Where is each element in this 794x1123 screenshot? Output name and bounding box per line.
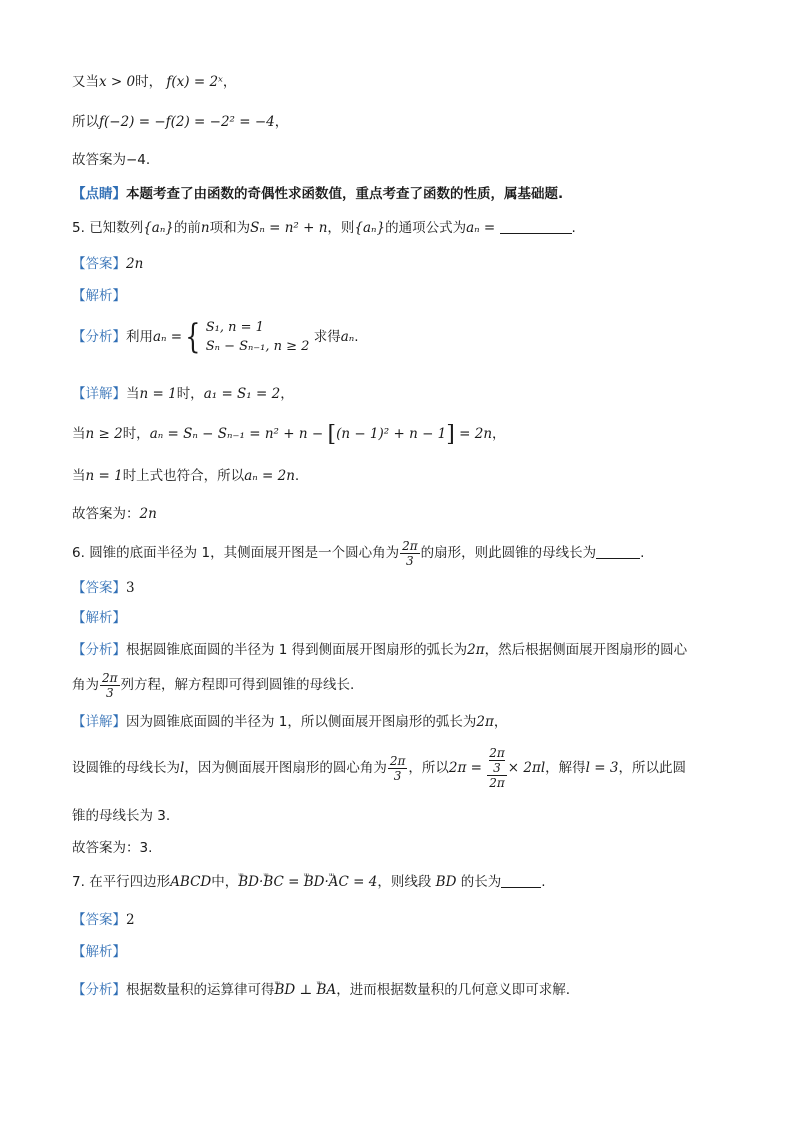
math: n = 1 — [139, 386, 177, 402]
answer-line — [72, 910, 135, 930]
text-line — [72, 150, 150, 170]
numerator — [487, 746, 507, 776]
detail-line — [72, 424, 506, 445]
analysis-line — [72, 640, 687, 660]
text: 因为圆锥底面圆的半径为 1，所以侧面展开图扇形的弧长为 — [126, 714, 477, 730]
text: ， — [280, 386, 294, 402]
text: 当 — [126, 386, 140, 402]
text: 角为 — [72, 677, 99, 693]
text: 时， — [176, 386, 204, 402]
brace: { — [185, 317, 201, 357]
math: 2π — [467, 642, 485, 658]
math: ⊥ — [299, 982, 313, 998]
text-line — [72, 72, 236, 92]
math: 2π = — [448, 760, 482, 776]
analysis-line — [72, 668, 354, 702]
tag-label: 【解析】 — [72, 288, 126, 304]
text: ，因为侧面展开图扇形的圆心角为 — [184, 760, 387, 776]
tag-label: 【解析】 — [72, 944, 126, 960]
math: × 2πl — [507, 760, 546, 776]
text: 利用 — [126, 329, 153, 345]
text: ，则线段 — [377, 874, 432, 890]
text: 当 — [72, 468, 86, 484]
vector: ᵤᵤ AC — [329, 872, 349, 892]
text: 的长为 — [460, 874, 502, 890]
analysis-line — [72, 980, 570, 1000]
fraction — [400, 539, 420, 568]
analysis-heading — [72, 608, 126, 628]
text: ，解得 — [545, 760, 586, 776]
tag-label: 【答案】 — [72, 912, 126, 928]
answer-blank — [501, 873, 541, 888]
detail-line — [72, 838, 152, 858]
answer-value: 3 — [126, 580, 135, 596]
math: (n − 1)² + n − 1 — [336, 426, 447, 442]
math: aₙ = — [466, 220, 496, 236]
tag-label: 【分析】 — [72, 982, 126, 998]
numerator: 2π — [102, 670, 118, 685]
case-1: S₁, n = 1 — [205, 320, 264, 335]
text: ，所以 — [408, 760, 449, 776]
text: . — [541, 874, 546, 890]
detail-line — [72, 504, 157, 524]
text: 的扇形，则此圆锥的母线长为 — [420, 545, 597, 561]
question-number: 7. — [72, 874, 85, 890]
math: = 4 — [353, 874, 378, 890]
question-7 — [72, 872, 546, 892]
text: 当 — [72, 426, 86, 442]
fraction — [100, 671, 120, 700]
text: 的前 — [173, 220, 201, 236]
vector: ᵤᵤ BC — [263, 872, 284, 892]
math: {aₙ} — [354, 220, 386, 236]
math: = — [288, 874, 300, 890]
text: . — [571, 220, 576, 236]
vector: ᵤᵤ BA — [317, 980, 337, 1000]
math: aₙ — [340, 329, 355, 345]
tag-label: 【答案】 — [72, 256, 126, 272]
text: 求得 — [313, 329, 341, 345]
math: aₙ = — [153, 329, 183, 345]
numerator: 2π — [402, 538, 418, 553]
answer-line — [72, 254, 143, 274]
text: 时上式也符合，所以 — [122, 468, 245, 484]
math: = 2n — [459, 426, 493, 442]
text-line — [72, 112, 288, 132]
compound-fraction — [487, 746, 507, 790]
math: l = 3 — [585, 760, 619, 776]
text: 锥的母线长为 3. — [72, 808, 171, 824]
text-line — [72, 184, 563, 204]
math: {aₙ} — [143, 220, 174, 236]
text: 设圆锥的母线长为 — [72, 760, 180, 776]
answer-blank — [596, 544, 640, 559]
math: · — [324, 874, 329, 890]
text: 已知数列 — [89, 220, 144, 236]
text: 所以 — [72, 114, 99, 130]
text: 项和为 — [209, 220, 251, 236]
denominator: 2π — [489, 776, 505, 790]
math: 2π — [476, 714, 494, 730]
text: 中， — [211, 874, 239, 890]
tag-label: 【分析】 — [72, 642, 126, 658]
text: 根据数量积的运算律可得 — [126, 982, 275, 998]
answer-value: 2 — [126, 912, 135, 928]
math: n — [200, 220, 210, 236]
text: 又当 — [72, 74, 99, 90]
math: Sₙ = n² + n — [250, 220, 328, 236]
text: ，则 — [327, 220, 355, 236]
text: 列方程，解方程即可得到圆锥的母线长. — [120, 677, 355, 693]
math: aₙ = 2n — [244, 468, 295, 484]
question-number: 6. — [72, 545, 85, 561]
text: 时， — [135, 74, 163, 90]
math: f(−2) = −f(2) = −2² = −4 — [99, 114, 275, 130]
math: l — [180, 760, 185, 776]
cases — [206, 318, 310, 356]
text: ，进而根据数量积的几何意义即可求解. — [336, 982, 571, 998]
tag-label: 【解析】 — [72, 610, 126, 626]
text: 本题考查了由函数的奇偶性求函数值，重点考查了函数的性质，属基础题. — [126, 186, 564, 202]
detail-line — [72, 712, 507, 732]
text: ，所以此圆 — [618, 760, 686, 776]
text: . — [354, 329, 359, 345]
answer-value: 2n — [139, 506, 157, 522]
detail-line — [72, 384, 294, 404]
numerator: 2π — [389, 753, 406, 768]
question-5 — [72, 218, 576, 238]
vector: ᵤᵤ BD — [304, 872, 325, 892]
text: ， — [274, 114, 289, 130]
bracket: ] — [446, 422, 455, 447]
question-number: 5. — [72, 220, 85, 236]
math: n ≥ 2 — [85, 426, 123, 442]
detail-line — [72, 466, 299, 486]
analysis-heading — [72, 286, 126, 306]
case-2: Sₙ − Sₙ₋₁, n ≥ 2 — [205, 339, 310, 354]
text: 故答案为： — [72, 506, 140, 522]
inner-denominator: 3 — [493, 761, 501, 775]
math: · — [259, 874, 264, 890]
detail-line — [72, 738, 686, 798]
math: f(x) = 2ˣ — [166, 74, 223, 90]
fraction — [388, 754, 408, 783]
text: ， — [222, 74, 237, 90]
text: ， — [493, 714, 508, 730]
analysis-line — [72, 318, 359, 362]
math: a₁ = S₁ = 2 — [203, 386, 281, 402]
math: ABCD — [170, 874, 212, 890]
text: 时， — [122, 426, 150, 442]
inner-numerator: 2π — [489, 746, 505, 760]
text: ， — [492, 426, 506, 442]
math: x > 0 — [99, 74, 136, 90]
analysis-heading — [72, 942, 126, 962]
text: 故答案为：3. — [72, 840, 153, 856]
text: 的通项公式为 — [385, 220, 467, 236]
tag-label: 【详解】 — [72, 714, 126, 730]
bracket: [ — [327, 422, 337, 447]
question-6 — [72, 536, 644, 570]
math: aₙ = Sₙ − Sₙ₋₁ = n² + n − — [149, 426, 324, 442]
text: . — [640, 545, 645, 561]
tag-label: 【答案】 — [72, 580, 126, 596]
vector: ᵤᵤ BD — [275, 980, 296, 1000]
math: n = 1 — [85, 468, 123, 484]
denominator: 3 — [406, 553, 414, 568]
vector: ᵤᵤ BD — [238, 872, 259, 892]
text: 故答案为−4. — [72, 152, 151, 168]
text: 根据圆锥底面圆的半径为 1 得到侧面展开图扇形的弧长为 — [126, 642, 468, 658]
answer-value: 2n — [126, 256, 144, 272]
detail-line — [72, 806, 170, 826]
tag-label: 【分析】 — [72, 329, 126, 345]
text: 圆锥的底面半径为 1，其侧面展开图是一个圆心角为 — [89, 545, 400, 561]
math: BD — [435, 874, 457, 890]
answer-line — [72, 578, 135, 598]
answer-blank — [500, 219, 572, 234]
denominator: 3 — [105, 685, 114, 700]
text: . — [294, 468, 300, 484]
text: 在平行四边形 — [89, 874, 171, 890]
tag-label: 【点睛】 — [72, 186, 126, 202]
tag-label: 【详解】 — [72, 386, 126, 402]
denominator: 3 — [393, 768, 402, 783]
text: ，然后根据侧面展开图扇形的圆心 — [484, 642, 688, 658]
